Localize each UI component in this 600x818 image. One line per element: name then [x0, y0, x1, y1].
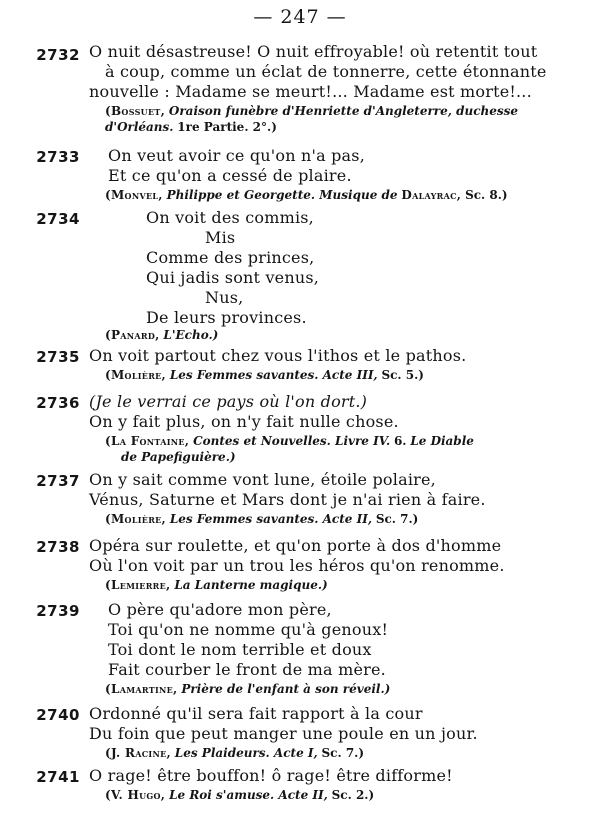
quote-line: Mis	[205, 228, 236, 247]
source-author: (Monvel,	[105, 188, 163, 202]
source-title: Oraison funèbre d'Henriette d'Angleterre, duchesse	[168, 104, 519, 118]
quote-line: Qui jadis sont venus,	[146, 268, 320, 287]
source-title: L'Echo.)	[163, 328, 219, 342]
quote-line: nouvelle : Madame se meurt!... Madame est morte!...	[89, 82, 532, 101]
quote-line: à coup, comme un éclat de tonnerre, cette étonnante	[105, 62, 547, 81]
quote-line: Fait courber le front de ma mère.	[108, 660, 386, 679]
quote-source-cont	[89, 120, 572, 136]
source-author: (Molière,	[105, 368, 167, 382]
quote-line: Opéra sur roulette, et qu'on porte à dos d'homme	[89, 536, 502, 555]
source-title: d'Orléans.	[105, 119, 174, 134]
quote-source	[105, 682, 390, 698]
source-title: Le Diable	[410, 434, 474, 448]
quote-line: On veut avoir ce qu'on n'a pas,	[108, 146, 365, 165]
quote-number: 2738	[36, 538, 80, 556]
source-title: Philippe et Georgette. Musique de	[166, 188, 398, 202]
quote-line: Ordonné qu'il sera fait rapport à la cour	[89, 704, 423, 723]
source-author: (V. Hugo,	[105, 788, 166, 802]
source-ref: 6.	[393, 434, 407, 448]
quote-line: Comme des princes,	[146, 248, 315, 267]
source-title: Prière de l'enfant à son réveil.)	[181, 682, 391, 696]
quote-line: Toi qu'on ne nomme qu'à genoux!	[108, 620, 389, 639]
quote-source	[105, 328, 218, 344]
quote-line: Nus,	[205, 288, 244, 307]
quote-source	[89, 578, 572, 594]
quote-line: On voit partout chez vous l'ithos et le pathos.	[89, 346, 467, 365]
source-author: (Lamartine,	[105, 682, 178, 696]
source-title: Le Roi s'amuse. Acte II,	[169, 788, 328, 802]
source-title: Contes et Nouvelles. Livre IV.	[193, 434, 391, 448]
quote-number: 2737	[36, 472, 80, 490]
quote-line: Où l'on voit par un trou les héros qu'on renomme.	[89, 556, 505, 575]
quote-number: 2736	[36, 394, 80, 412]
source-ref: Sc. 8.)	[465, 188, 508, 202]
source-title: Les Femmes savantes. Acte II,	[169, 512, 372, 526]
quote-line: (Je le verrai ce pays où l'on dort.)	[89, 392, 368, 411]
quote-line: O père qu'adore mon père,	[108, 600, 332, 619]
quote-number: 2732	[36, 46, 80, 64]
quote-line: O nuit désastreuse! O nuit effroyable! où retentit tout	[89, 42, 538, 61]
quote-number: 2740	[36, 706, 80, 724]
quote-source	[89, 512, 572, 528]
source-ref: Sc. 7.)	[375, 512, 419, 526]
source-ref: Sc. 2.)	[331, 788, 375, 802]
quote-source-cont	[89, 450, 572, 466]
source-author: (Molière,	[105, 512, 167, 526]
quote-line: Et ce qu'on a cessé de plaire.	[108, 166, 352, 185]
quote-line: On voit des commis,	[146, 208, 314, 227]
source-title: de Papefiguière.)	[121, 449, 236, 464]
source-ref: Sc. 5.)	[381, 368, 424, 382]
quote-number: 2741	[36, 768, 80, 786]
source-title: Les Plaideurs. Acte I,	[174, 746, 318, 760]
source-title: Les Femmes savantes. Acte III,	[169, 368, 378, 382]
quote-source	[89, 104, 572, 120]
source-author: (J. Racine,	[105, 746, 171, 760]
quote-line: On y fait plus, on n'y fait nulle chose.	[89, 412, 399, 431]
quote-number: 2733	[36, 148, 80, 166]
quote-source	[105, 188, 572, 204]
source-author: (Panard,	[105, 328, 160, 342]
quote-line: O rage! être bouffon! ô rage! être difforme!	[89, 766, 453, 785]
quote-line: Toi dont le nom terrible et doux	[108, 640, 372, 659]
source-author: (La Fontaine,	[105, 434, 190, 448]
quote-source	[89, 746, 572, 762]
page-number: — 247 —	[253, 6, 347, 28]
source-ref: Sc. 7.)	[321, 746, 365, 760]
quote-source	[89, 368, 572, 384]
quote-line: Du foin que peut manger une poule en un jour.	[89, 724, 478, 743]
source-author: Dalayrac,	[401, 188, 462, 202]
quote-line: De leurs provinces.	[146, 308, 307, 327]
source-ref: 1re Partie. 2°.)	[177, 119, 277, 134]
source-title: La Lanterne magique.)	[174, 578, 328, 592]
quote-line: Vénus, Saturne et Mars dont je n'ai rien à faire.	[89, 490, 486, 509]
quote-number: 2734	[36, 210, 80, 228]
quote-source	[89, 434, 572, 450]
quote-number: 2739	[36, 602, 80, 620]
source-author: (Lemierre,	[105, 578, 171, 592]
quote-number: 2735	[36, 348, 80, 366]
source-author: (Bossuet,	[105, 104, 166, 118]
quote-source	[89, 788, 572, 804]
quote-line: On y sait comme vont lune, étoile polaire,	[89, 470, 436, 489]
